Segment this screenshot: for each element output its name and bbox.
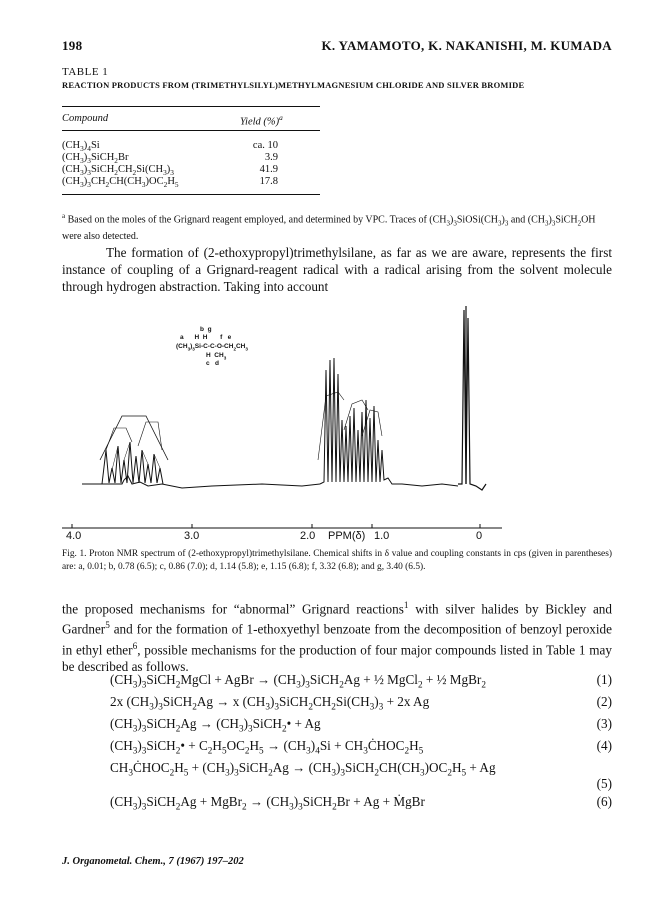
structure-label-h: a H H f e bbox=[180, 334, 232, 341]
equation-number: (2) bbox=[596, 694, 612, 709]
table-yield-cell: ca. 10 bbox=[252, 140, 278, 151]
equation-number: (1) bbox=[596, 672, 612, 687]
structure-label-bottom: c d bbox=[206, 360, 220, 367]
axis-title: PPM(δ) bbox=[328, 530, 366, 542]
table-head-rule bbox=[62, 130, 320, 131]
table-bottom-rule bbox=[62, 194, 320, 195]
table-row: $(CH_3)_3CH_2CH(CH_3)OC_2H_5$ bbox=[62, 176, 179, 190]
figure-caption: Fig. 1. Proton NMR spectrum of (2-ethoxypropyl)trimethylsilane. Chemical shifts in δ value and coupling constants in cps (given in parentheses) are: a, 0.01; b, 0.78 (6.5); c, 0.86 (7.0); d, 1.14 (5.8); e, 1.15 (6.8); f, 3.32 (6.8); and g, 3.40 (6.5). bbox=[62, 549, 612, 572]
table-caption: REACTION PRODUCTS FROM (TRIMETHYLSILYL)METHYLMAGNESIUM CHLORIDE AND SILVER BROMIDE bbox=[62, 80, 525, 90]
axis-tick-label: 0 bbox=[476, 530, 483, 542]
table-footnote: $^a$ Based on the moles of the Grignard reagent employed, and determined by VPC. Traces of $(CH_3)_3SiOSi(CH_3)_3$ and $(CH_3)_3SiCH_2OH$ were also detected. bbox=[62, 212, 596, 243]
table-row: $(CH_3)_4Si$ bbox=[62, 140, 100, 154]
equation-6: $(CH_3)_3SiCH_2Ag$ + MgBr$_2$ → $(CH_3)_3SiCH_2Br + Ag$ + ṀgBr bbox=[110, 794, 425, 812]
axis-tick-label: 2.0 bbox=[300, 530, 316, 542]
table-row: $(CH_3)_3SiCH_2CH_2Si(CH_3)_3$ bbox=[62, 164, 174, 178]
table-yield-cell: 17.8 bbox=[259, 176, 278, 187]
table-yield-cell: 41.9 bbox=[259, 164, 278, 175]
axis-tick-label: 4.0 bbox=[66, 530, 82, 542]
table-col-compound: Compound bbox=[62, 113, 109, 124]
equation-number: (4) bbox=[596, 738, 612, 753]
equation-4: $(CH_3)_3SiCH_2• + C_2H_5OC_2H_5 \to (CH_3)_4Si$ + $CH_3ĊHOC_2H_5$ bbox=[110, 738, 424, 756]
journal-citation: J. Organometal. Chem., 7 (1967) 197–202 bbox=[62, 856, 244, 867]
running-authors: K. YAMAMOTO, K. NAKANISHI, M. KUMADA bbox=[321, 38, 612, 53]
axis-tick-label: 3.0 bbox=[184, 530, 200, 542]
body-paragraph-2: the proposed mechanisms for “abnormal” Grignard reactions$^1$ with silver halides by Bickley and Gardner$^5$ and for the formation of 1-ethoxyethyl benzoate from the decomposition of benzoyl peroxide in ethyl ether$^6$, possible mechanisms for the production of four major compounds listed in Table 1 may be described as follows. bbox=[62, 600, 612, 675]
equation-1: $(CH_3)_3SiCH_2MgCl$ + AgBr → $(CH_3)_3SiCH_2Ag$ + ½ MgCl$_2$ + ½ MgBr$_2$ bbox=[110, 672, 486, 690]
table-yield-cell: 3.9 bbox=[264, 152, 278, 163]
body-paragraph-1: The formation of (2-ethoxypropyl)trimethylsilane, as far as we are aware, represents the first instance of coupling of a Grignard-reagent radical with a radical arising from the solvent molecule through hydrogen abstraction. Taking into account bbox=[62, 245, 612, 294]
equation-number: (6) bbox=[596, 794, 612, 809]
axis-tick-label: 1.0 bbox=[374, 530, 390, 542]
equation-3: $(CH_3)_3SiCH_2Ag$ → $(CH_3)_3SiCH_2• + Ag$ bbox=[110, 716, 321, 734]
table-col-yield bbox=[240, 113, 283, 128]
table-label: TABLE 1 bbox=[62, 66, 109, 78]
table-col-yield-text: Yield (%) bbox=[240, 116, 280, 128]
page-number: 198 bbox=[62, 38, 83, 53]
equation-number: (5) bbox=[596, 776, 612, 791]
table-col-yield-mark: a bbox=[279, 113, 283, 122]
equation-2: 2x $(CH_3)_3SiCH_2Ag \to x$ $(CH_3)_3SiCH_2CH_2Si(CH_3)_3 + 2x$ Ag bbox=[110, 694, 430, 712]
structure-label-sub: H $CH_3$ bbox=[206, 352, 227, 361]
structure-formula: $(CH_3)_3Si-C-C-O-CH_2CH_3$ bbox=[176, 343, 248, 352]
equation-number: (3) bbox=[596, 716, 612, 731]
table-row: $(CH_3)_3SiCH_2Br$ bbox=[62, 152, 129, 166]
table-top-rule bbox=[62, 106, 320, 107]
nmr-spectrum bbox=[62, 300, 622, 540]
equation-5: $CH_3ĊHOC_2H_5$ + $(CH_3)_3SiCH_2Ag$ → $(CH_3)_3SiCH_2CH(CH_3)OC_2H_5 + Ag$ bbox=[110, 760, 496, 778]
structure-label-top: b g bbox=[200, 326, 212, 333]
